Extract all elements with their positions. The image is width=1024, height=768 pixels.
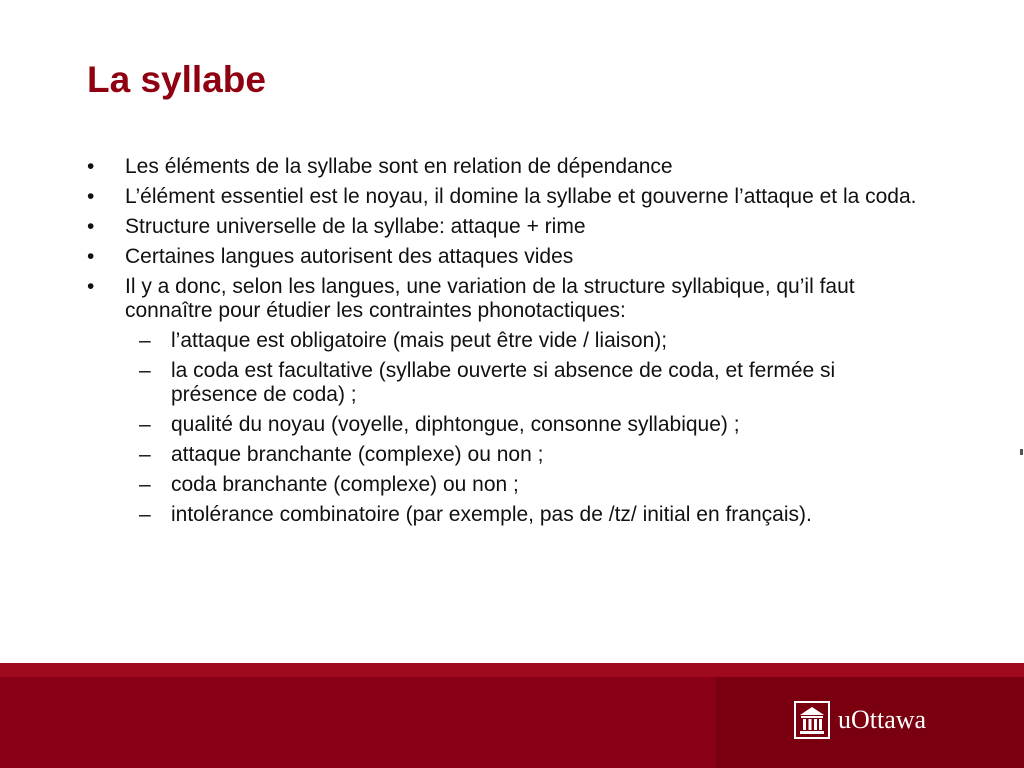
logo-panel — [716, 677, 1024, 768]
sub-bullet-text: l’attaque est obligatoire (mais peut être vide / liaison); — [171, 329, 668, 352]
sub-bullet-marker: – — [139, 413, 151, 436]
sub-bullet-item — [125, 413, 927, 437]
sub-bullet-marker: – — [139, 329, 151, 352]
slide-title: La syllabe — [87, 59, 266, 100]
sub-bullet-marker: – — [139, 443, 151, 466]
logo-text: uOttawa — [838, 705, 927, 734]
bullet-item — [87, 155, 927, 179]
sub-bullet-item — [125, 473, 927, 497]
bullet-text: Certaines langues autorisent des attaques vides — [125, 245, 574, 268]
bullet-item — [87, 275, 927, 527]
bullet-list — [87, 155, 927, 527]
bullet-marker: • — [87, 245, 95, 268]
sub-bullet-text: intolérance combinatoire (par exemple, pas de /tz/ initial en français). — [171, 503, 812, 526]
bullet-item — [87, 215, 927, 239]
bullet-text: Il y a donc, selon les langues, une variation de la structure syllabique, qu’il faut connaître pour étudier les contraintes phonotactiques: — [125, 275, 855, 322]
bullet-marker: • — [87, 275, 95, 298]
sub-bullet-text: attaque branchante (complexe) ou non ; — [171, 443, 544, 466]
sub-bullet-marker: – — [139, 503, 151, 526]
bullet-item — [87, 185, 927, 209]
university-building-icon — [794, 701, 830, 739]
sub-bullet-text: la coda est facultative (syllabe ouverte si absence de coda, et fermée si présence de coda) ; — [171, 359, 836, 406]
slide-content — [87, 155, 927, 533]
bullet-text: Les éléments de la syllabe sont en relation de dépendance — [125, 155, 673, 178]
footer-accent-line — [0, 663, 1024, 677]
sub-bullet-marker: – — [139, 473, 151, 496]
bullet-marker: • — [87, 185, 95, 208]
bullet-text: L’élément essentiel est le noyau, il domine la syllabe et gouverne l’attaque et la coda. — [125, 185, 917, 208]
sub-bullet-text: coda branchante (complexe) ou non ; — [171, 473, 519, 496]
sub-bullet-item — [125, 329, 927, 353]
footer-band — [0, 663, 1024, 768]
sub-bullet-item — [125, 503, 927, 527]
sub-bullet-marker: – — [139, 359, 151, 382]
uottawa-logo — [794, 701, 926, 739]
bullet-marker: • — [87, 155, 95, 178]
sub-bullet-item — [125, 443, 927, 467]
bullet-text: Structure universelle de la syllabe: attaque + rime — [125, 215, 586, 238]
sub-bullet-text: qualité du noyau (voyelle, diphtongue, consonne syllabique) ; — [171, 413, 740, 436]
bullet-item — [87, 245, 927, 269]
bullet-marker: • — [87, 215, 95, 238]
sub-bullet-item — [125, 359, 927, 407]
sub-bullet-list — [125, 329, 927, 527]
edge-mark — [1020, 449, 1023, 455]
